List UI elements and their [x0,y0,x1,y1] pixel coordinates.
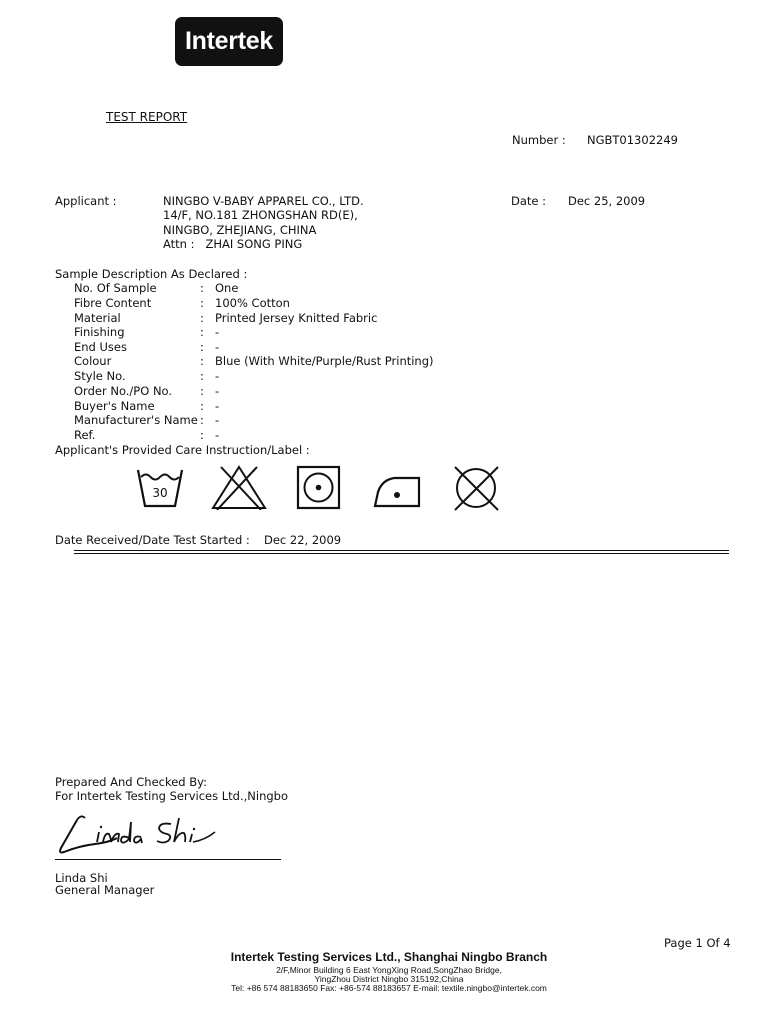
signatory-name: Linda Shi [55,871,108,885]
sample-row [74,413,219,427]
sample-row [74,369,219,383]
sample-row-colon: : [200,354,204,368]
sample-row-value: - [215,369,220,383]
care-heading: Applicant's Provided Care Instruction/Label : [55,443,310,457]
sample-heading: Sample Description As Declared : [55,267,248,281]
sample-row-value: - [215,413,220,427]
sample-row-label: End Uses [74,340,127,354]
sample-row [74,281,238,295]
sample-row-label: Style No. [74,369,126,383]
wash-temperature: 30 [152,486,168,500]
sample-row [74,428,219,442]
sample-row-label: Finishing [74,325,125,339]
do-not-dryclean-icon [452,464,502,512]
sample-row-value: - [215,325,220,339]
page-number: Page 1 Of 4 [664,936,731,950]
do-not-bleach-icon [211,464,267,510]
sample-row-value: One [215,281,239,295]
sample-row-colon: : [200,296,204,310]
applicant-address-1: 14/F, NO.181 ZHONGSHAN RD(E), [163,208,358,222]
applicant-label: Applicant : [55,194,117,208]
sample-row-colon: : [200,428,204,442]
iron-low-icon [372,464,424,510]
sample-row-label: Manufacturer's Name [74,413,198,427]
wash-30-icon [135,464,185,510]
sample-row-colon: : [200,413,204,427]
date-received-label: Date Received/Date Test Started : [55,533,250,547]
sample-row-colon: : [200,369,204,383]
sample-row-colon: : [200,384,204,398]
sample-row-label: No. Of Sample [74,281,157,295]
handwritten-signature [55,808,225,860]
intertek-logo: Intertek [175,17,283,66]
sample-row-label: Buyer's Name [74,399,155,413]
report-date: Dec 25, 2009 [568,194,646,208]
number-label: Number : [512,133,566,147]
sample-row [74,399,219,413]
sample-row [74,325,219,339]
sample-row-label: Ref. [74,428,96,442]
date-received-value: Dec 22, 2009 [264,533,342,547]
sample-row-label: Fibre Content [74,296,152,310]
section-divider [74,553,729,554]
sample-row-colon: : [200,399,204,413]
report-title: TEST REPORT [106,110,188,124]
signature-line [55,859,281,860]
sample-row-colon: : [200,340,204,354]
section-divider [74,550,729,551]
sample-row-value: - [215,340,220,354]
sample-row [74,340,219,354]
sample-row-value: - [215,399,220,413]
applicant-name: NINGBO V-BABY APPAREL CO., LTD. [163,194,364,208]
applicant-address-2: NINGBO, ZHEJIANG, CHINA [163,223,317,237]
signatory-title: General Manager [55,883,155,897]
footer-address-1: 2/F,Minor Building 6 East YongXing Road,SongZhao Bridge, [276,965,502,975]
sample-row [74,311,377,325]
company-line: For Intertek Testing Services Ltd.,Ningbo [55,789,288,803]
sample-row-label: Material [74,311,121,325]
sample-row-value: - [215,384,220,398]
sample-row-colon: : [200,311,204,325]
sample-row-value: Blue (With White/Purple/Rust Printing) [215,354,434,368]
footer-address-2: YingZhou District Ningbo 315192,China [314,974,464,984]
sample-row-colon: : [200,281,204,295]
date-label: Date : [511,194,547,208]
tumble-dry-low-icon [296,464,342,510]
prepared-by-label: Prepared And Checked By: [55,775,207,789]
sample-row-value: - [215,428,220,442]
sample-row-label: Order No./PO No. [74,384,173,398]
applicant-attn: Attn : ZHAI SONG PING [163,237,303,251]
footer-company: Intertek Testing Services Ltd., Shanghai Ningbo Branch [230,950,548,964]
sample-row [74,296,290,310]
sample-row-value: 100% Cotton [215,296,290,310]
sample-row-value: Printed Jersey Knitted Fabric [215,311,378,325]
sample-row-label: Colour [74,354,112,368]
sample-row-colon: : [200,325,204,339]
report-number: NGBT01302249 [587,133,678,147]
footer-contact: Tel: +86 574 88183650 Fax: +86-574 88183657 E-mail: textile.ningbo@intertek.com [231,983,547,993]
sample-row [74,384,219,398]
sample-row [74,354,434,368]
